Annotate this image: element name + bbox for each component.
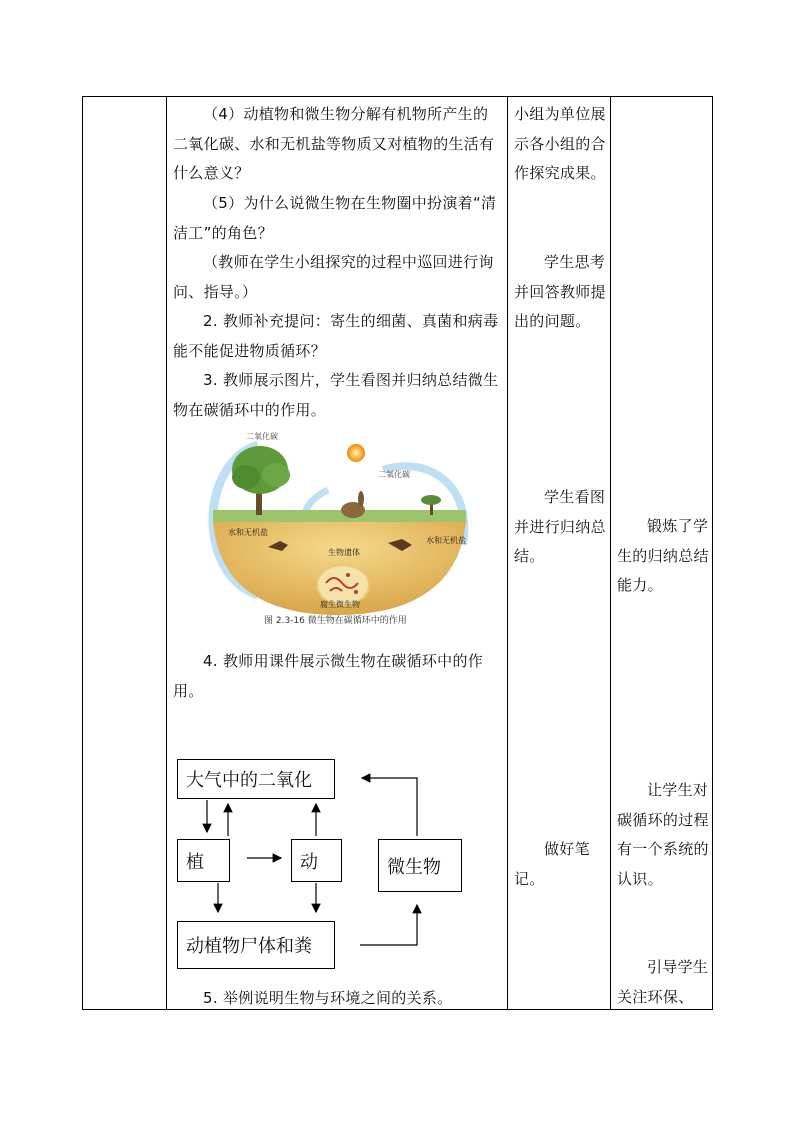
- grass-strip: [213, 510, 466, 522]
- table-divider-3: [610, 96, 611, 1010]
- box-atmosphere-co2: 大气中的二氧化: [177, 759, 335, 799]
- question-4: （4）动植物和微生物分解有机物所产生的二氧化碳、水和无机盐等物质又对植物的生活有什么意义？: [173, 105, 495, 182]
- student-activity-1: 小组为单位展示各小组的合作探究成果。: [514, 105, 606, 182]
- step-5: 5. 举例说明生物与环境之间的关系。: [203, 989, 453, 1007]
- label-remains: 生物遗体: [328, 548, 360, 557]
- student-activity-2: 学生思考并回答教师提出的问题。: [514, 253, 606, 330]
- step-3: 3. 教师展示图片，学生看图并归纳总结微生物在碳循环中的作用。: [173, 371, 499, 419]
- step-4: 4. 教师用课件展示微生物在碳循环中的作用。: [173, 652, 484, 700]
- step-2: 2. 教师补充提问：寄生的细菌、真菌和病毒能不能促进物质循环？: [173, 312, 499, 360]
- sun-icon: [347, 444, 365, 462]
- design-intent-2: 让学生对碳循环的过程有一个系统的认识。: [617, 781, 709, 888]
- label-co2-right: 二氧化碳: [378, 470, 410, 479]
- teacher-note: （教师在学生小组探究的过程中巡回进行询问、指导。）: [173, 253, 494, 301]
- label-microbe: 腐生微生物: [320, 600, 360, 609]
- small-tree: [421, 495, 441, 505]
- table-divider-1: [166, 96, 167, 1010]
- box-microbe: 微生物: [378, 839, 462, 892]
- carbon-cycle-illustration: [198, 425, 483, 630]
- box-animal: 动: [291, 839, 342, 882]
- design-intent-3: 引导学生关注环保、: [617, 958, 709, 1006]
- design-intent-1: 锻炼了学生的归纳总结能力。: [617, 517, 709, 594]
- student-activity-4: 做好笔记。: [514, 840, 590, 888]
- label-water-left: 水和无机盐: [228, 528, 268, 537]
- box-remains: 动植物尸体和粪: [177, 921, 335, 969]
- question-5: （5）为什么说微生物在生物圈中扮演着“清洁工”的角色？: [173, 194, 497, 242]
- box-plant: 植: [177, 839, 230, 882]
- student-activity-3: 学生看图并进行归纳总结。: [514, 488, 606, 565]
- table-divider-2: [507, 96, 508, 1010]
- label-water-right: 水和无机盐: [426, 536, 466, 545]
- carbon-cycle-figure: [198, 425, 483, 630]
- figure-caption: 图 2.3-16 微生物在碳循环中的作用: [264, 616, 407, 626]
- label-co2-left: 二氧化碳: [246, 432, 278, 441]
